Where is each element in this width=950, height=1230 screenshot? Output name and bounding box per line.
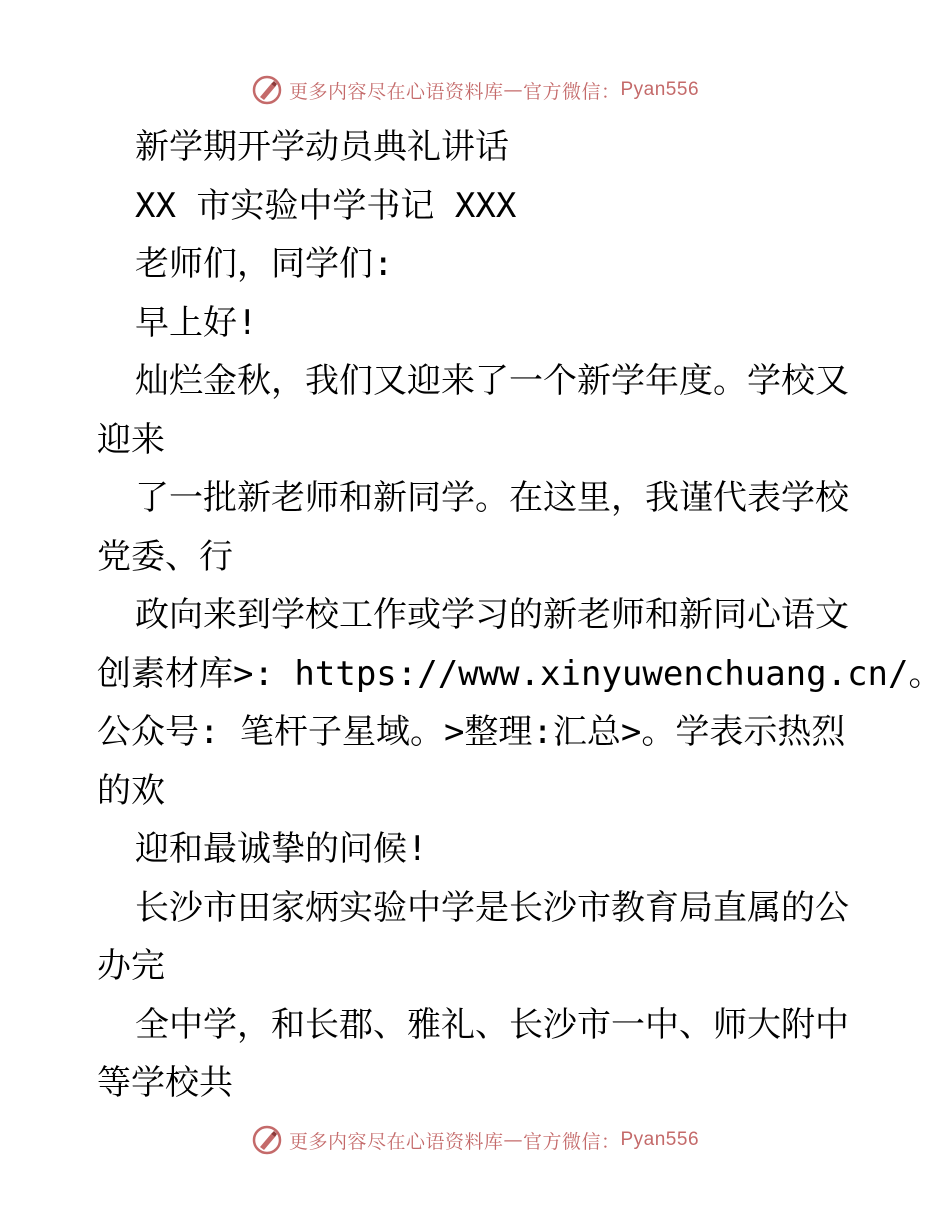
header-wechat-id: Pyan556 xyxy=(620,79,700,100)
footer-banner-dash: — xyxy=(503,1129,523,1151)
document-line: 迎来 xyxy=(97,419,165,460)
document-line: 的欢 xyxy=(97,770,165,811)
document-line: 迎和最诚挚的问候! xyxy=(135,829,428,869)
document-line: 早上好! xyxy=(135,302,258,343)
document-line: 老师们，同学们: xyxy=(135,244,394,284)
document-line: 全中学，和长郡、雅礼、长沙市一中、师大附中 xyxy=(135,1004,849,1045)
document-line: 创素材库>: https://www.xinyuwenchuang.cn/。 xyxy=(97,653,943,694)
document-line: 办完 xyxy=(97,946,165,986)
pen-logo-icon xyxy=(251,1124,283,1156)
document-line: 政向来到学校工作或学习的新老师和新同心语文 xyxy=(135,595,849,635)
footer-banner xyxy=(0,1120,950,1160)
document-line: 党委、行 xyxy=(97,536,233,577)
document-line: 等学校共 xyxy=(97,1063,233,1103)
header-banner-dash: — xyxy=(503,79,523,101)
footer-banner-text: 更多内容尽在心语资料库 xyxy=(288,1130,504,1153)
document-line: 灿烂金秋，我们又迎来了一个新学年度。学校又 xyxy=(135,361,849,401)
document-body xyxy=(97,118,943,1113)
document-line: 长沙市田家炳实验中学是长沙市教育局直属的公 xyxy=(135,887,849,928)
pen-logo-icon xyxy=(251,74,283,106)
document-line: 新学期开学动员典礼讲话 xyxy=(135,127,509,167)
header-banner-official: 官方微信： xyxy=(522,80,621,103)
document-line: 公众号: 笔杆子星域。>整理:汇总>。学表示热烈 xyxy=(97,712,846,752)
document-line: XX 市实验中学书记 XXX xyxy=(135,185,517,226)
footer-banner-official: 官方微信： xyxy=(522,1130,621,1153)
footer-wechat-id: Pyan556 xyxy=(620,1129,700,1150)
header-banner-text: 更多内容尽在心语资料库 xyxy=(288,80,504,103)
header-banner xyxy=(0,70,950,110)
document-line: 了一批新老师和新同学。在这里，我谨代表学校 xyxy=(135,478,849,518)
